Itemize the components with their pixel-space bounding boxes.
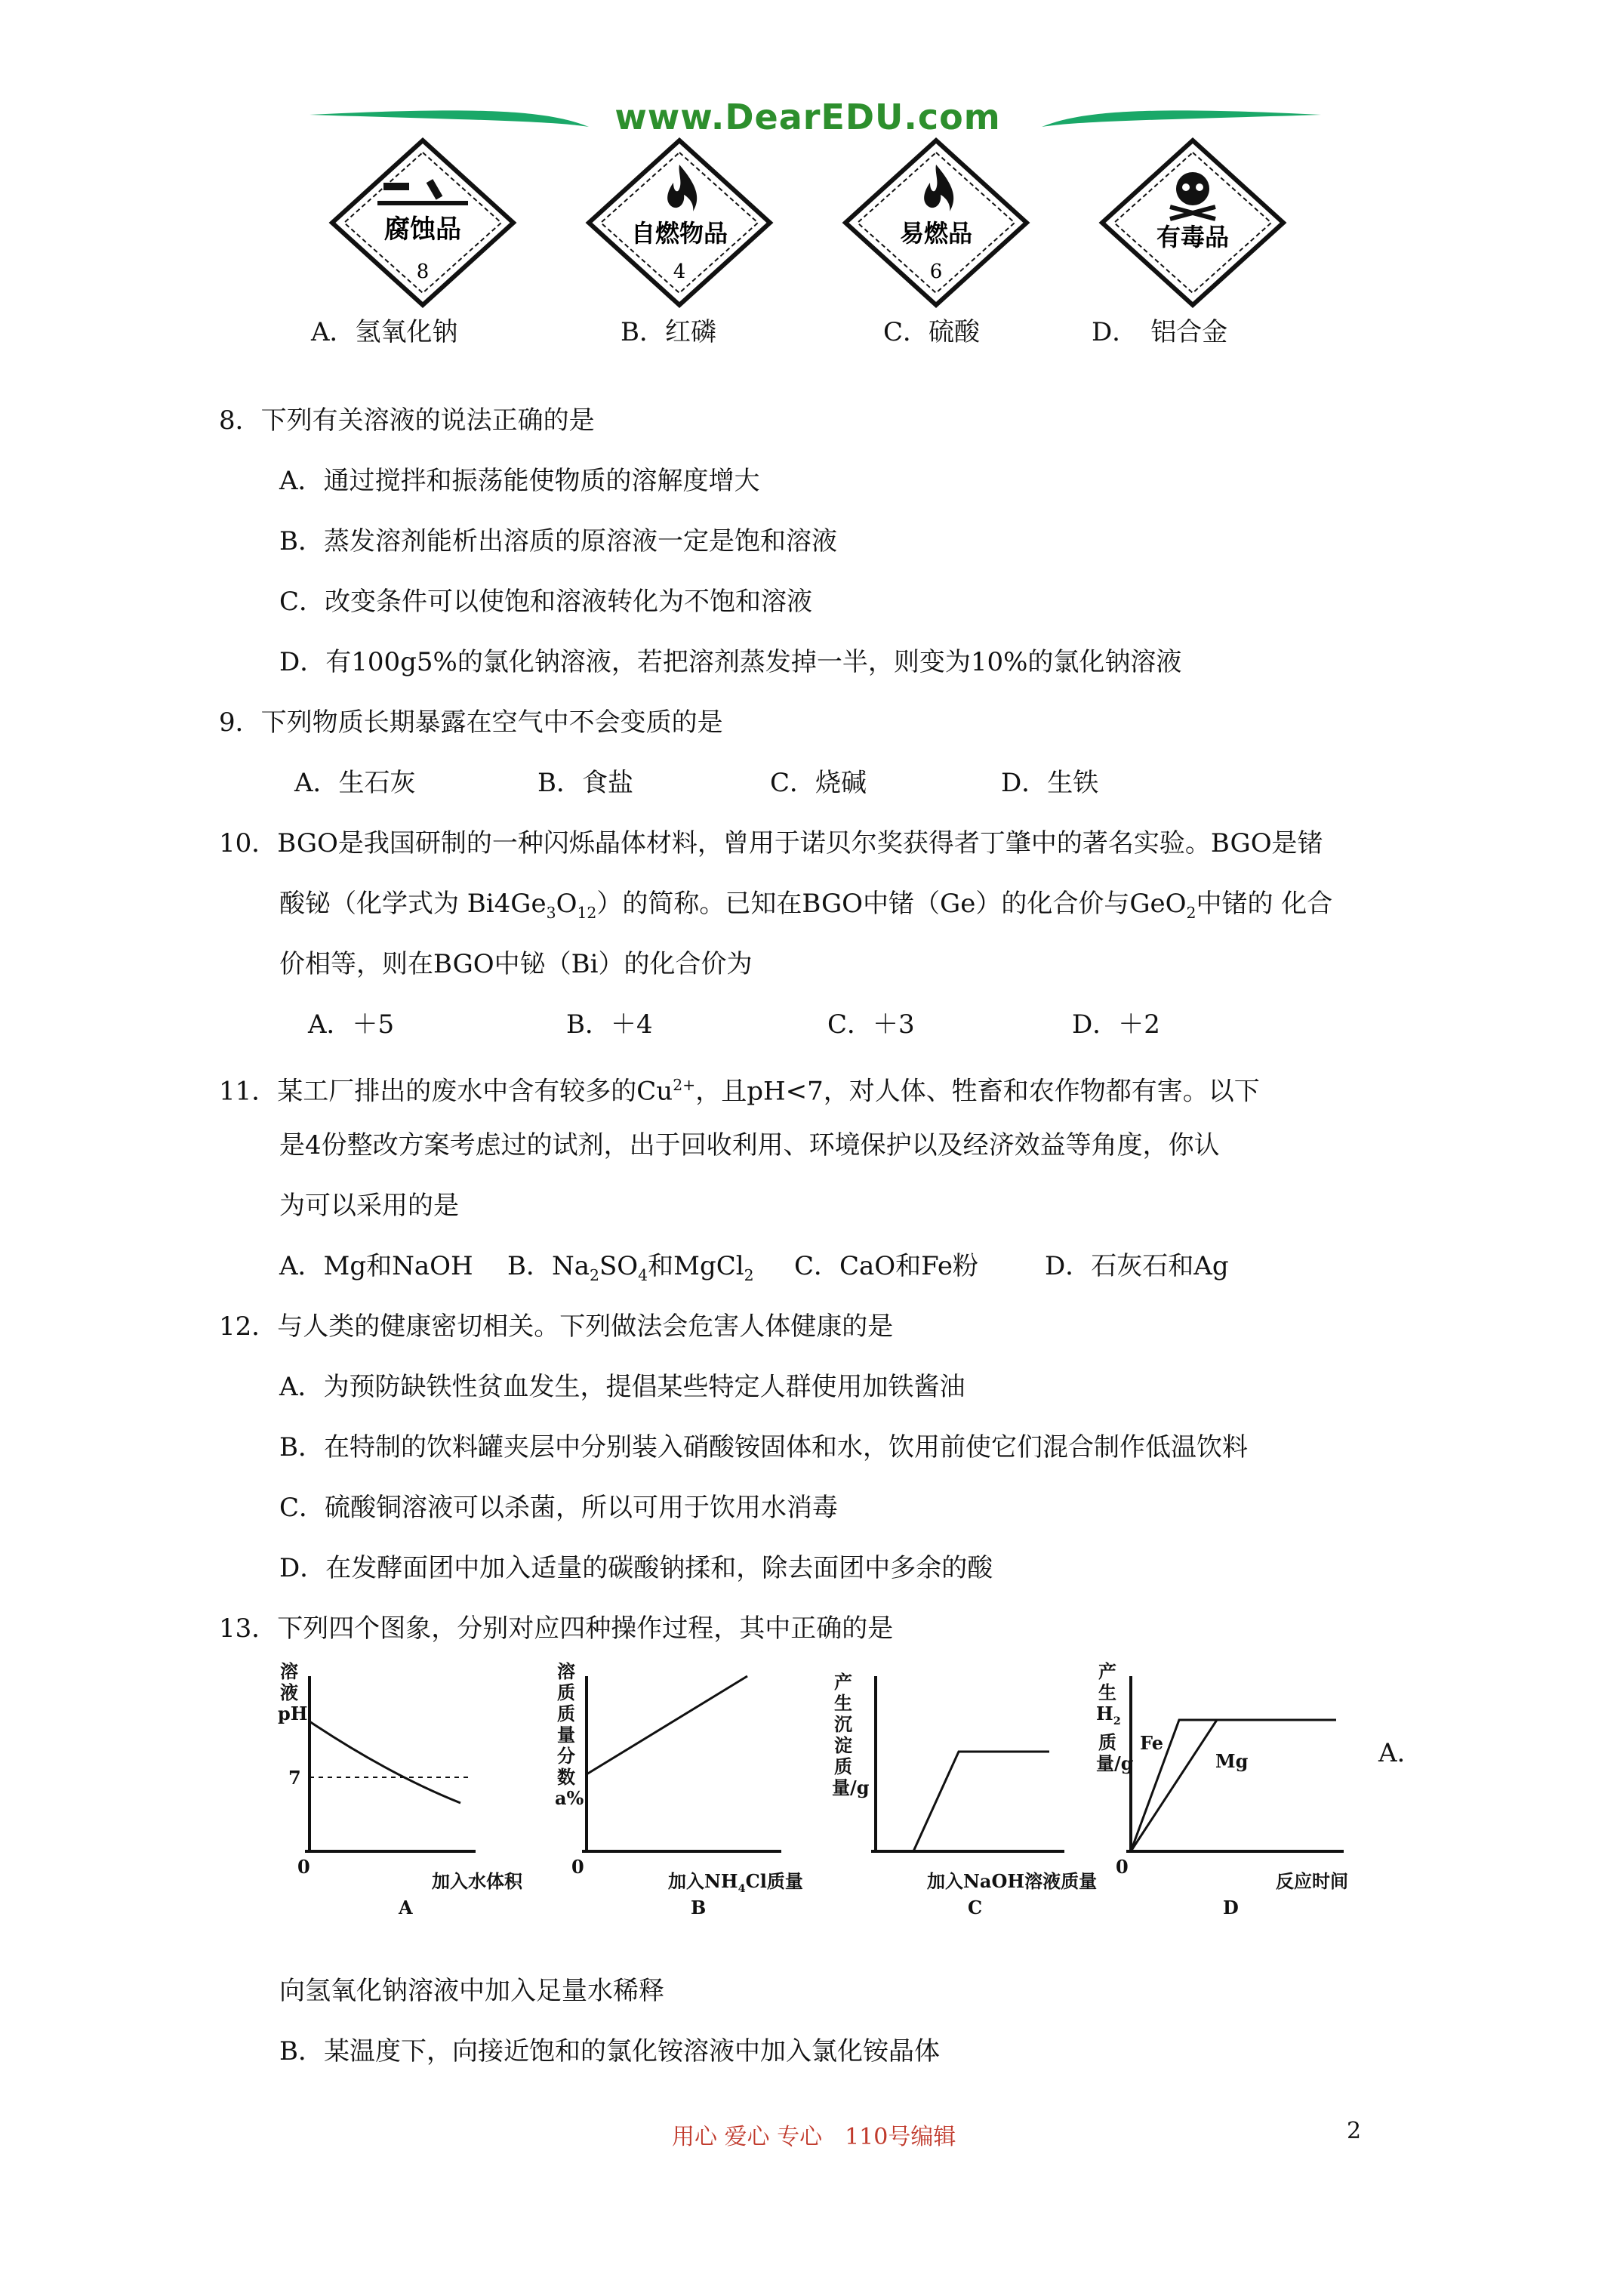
graph-c	[830, 1661, 1098, 1925]
q8-option-b: B．蒸发溶剂能析出溶质的原溶液一定是饱和溶液	[279, 526, 837, 556]
graph-b-xlabel: 加入$NH_4Cl$质量	[668, 1870, 803, 1895]
q10-option-b: B．＋4	[566, 1009, 653, 1040]
q13-option-a-tail: 向氢氧化钠溶液中加入足量水稀释	[279, 1976, 664, 2006]
hazard-sign-corrosive	[325, 136, 521, 310]
q10-line-2: 酸铋（化学式为 $Bi4Ge_3O_{12}$）的简称。已知在BGO中锗（Ge）的化合价与GeO$_2$中锗的 化合	[279, 889, 1333, 922]
graph-d-origin: 0	[1116, 1856, 1129, 1878]
q10-line-3: 价相等，则在BGO中铋（Bi）的化合价为	[279, 949, 753, 979]
graph-a	[272, 1660, 522, 1925]
q13-stem: 13．下列四个图象，分别对应四种操作过程，其中正确的是	[219, 1613, 894, 1644]
q11-option-b: B．$Na_2SO_4$和MgCl$_2$	[507, 1251, 754, 1284]
graph-c-caption: C	[968, 1897, 983, 1918]
hazard-sign-spontaneous	[581, 136, 778, 310]
q12-option-c: C．硫酸铜溶液可以杀菌，所以可用于饮用水消毒	[279, 1493, 839, 1523]
page-number: 2	[1347, 2118, 1362, 2144]
q9-option-d: D．生铁	[1001, 768, 1099, 798]
graph-d	[1095, 1661, 1359, 1925]
hazard-sign-flammable	[838, 136, 1034, 310]
q11-option-d: D．石灰石和Ag	[1045, 1251, 1229, 1281]
q8-option-c: C．改变条件可以使饱和溶液转化为不饱和溶液	[279, 587, 813, 617]
q13-side-label: A.	[1378, 1738, 1406, 1768]
q10-line-1: 10．BGO是我国研制的一种闪烁晶体材料，曾用于诺贝尔奖获得者丁肇中的著名实验。BGO是锗	[219, 828, 1323, 858]
q10-option-d: D．＋2	[1072, 1009, 1160, 1040]
graph-a-ylabel: 溶液pH	[278, 1660, 308, 1724]
graph-a-origin: 0	[297, 1856, 310, 1878]
q9-option-c: C．烧碱	[770, 768, 867, 798]
q13-option-b: B．某温度下，向接近饱和的氯化铵溶液中加入氯化铵晶体	[279, 2036, 940, 2066]
graph-d-series-fe: Fe	[1140, 1732, 1163, 1754]
graph-b	[555, 1661, 804, 1925]
graph-c-ylabel: 产生沉淀质量/g	[832, 1671, 870, 1798]
q11-option-c: C．CaO和Fe粉	[794, 1251, 979, 1281]
hazard-sign-label: 有毒品	[1156, 223, 1230, 251]
q8-option-a: A．通过搅拌和振荡能使物质的溶解度增大	[279, 466, 760, 496]
q12-option-d: D．在发酵面团中加入适量的碳酸钠揉和，除去面团中多余的酸	[279, 1553, 993, 1583]
graph-d-xlabel: 反应时间	[1276, 1870, 1348, 1892]
graph-b-caption: B	[691, 1897, 707, 1918]
q9-stem: 9．下列物质长期暴露在空气中不会变质的是	[219, 707, 723, 738]
graph-d-ylabel: 产生$H_2$质量/g	[1096, 1660, 1134, 1774]
hazard-sign-label: 腐蚀品	[384, 214, 461, 245]
q8-stem: 8．下列有关溶液的说法正确的是	[219, 405, 595, 436]
q12-option-a: A．为预防缺铁性贫血发生，提倡某些特定人群使用加铁酱油	[279, 1372, 965, 1402]
q7-option-d: D． 铝合金	[1092, 317, 1228, 347]
graph-d-series-mg: Mg	[1215, 1750, 1249, 1772]
graph-b-ylabel: 溶质质量分数a%	[555, 1660, 584, 1809]
hazard-sign-label: 易燃品	[899, 219, 973, 248]
q11-option-a: A．Mg和NaOH	[279, 1251, 473, 1281]
graph-b-origin: 0	[571, 1856, 584, 1878]
q12-option-b: B．在特制的饮料罐夹层中分别装入硝酸铵固体和水，饮用前使它们混合制作低温饮料	[279, 1432, 1248, 1462]
q9-option-b: B．食盐	[537, 768, 633, 798]
q9-option-a: A．生石灰	[294, 768, 416, 798]
graph-a-ytick: 7	[288, 1767, 301, 1789]
q7-option-b: B．红磷	[621, 317, 716, 347]
hazard-sign-number: 4	[673, 260, 686, 283]
q11-line-2: 是4份整改方案考虑过的试剂，出于回收利用、环境保护以及经济效益等角度，你认	[279, 1130, 1220, 1160]
brand-logo-text: www.DearEDU.com	[614, 97, 1001, 137]
q11-line-1: 11．某工厂排出的废水中含有较多的$Cu^{2+}$，且pH<7，对人体、牲畜和农作物都有害。以下	[219, 1076, 1260, 1107]
q7-option-a: A．氢氧化钠	[311, 317, 458, 347]
hazard-sign-label: 自燃物品	[630, 219, 728, 248]
graph-a-caption: A	[399, 1897, 413, 1918]
q12-stem: 12．与人类的健康密切相关。下列做法会危害人体健康的是	[219, 1311, 894, 1342]
q10-option-a: A．＋5	[308, 1009, 395, 1040]
q11-line-3: 为可以采用的是	[279, 1191, 459, 1221]
hazard-sign-toxic	[1095, 136, 1291, 310]
graph-c-xlabel: 加入NaOH溶液质量	[927, 1870, 1098, 1892]
graph-a-xlabel: 加入水体积	[432, 1870, 522, 1892]
graph-d-caption: D	[1223, 1897, 1239, 1918]
footer-note: 用心 爱心 专心 110号编辑	[672, 2124, 956, 2150]
q8-option-d: D．有100g5%的氯化钠溶液，若把溶剂蒸发掉一半，则变为10%的氯化钠溶液	[279, 647, 1182, 677]
q10-option-c: C．＋3	[827, 1009, 915, 1040]
q7-option-c: C．硫酸	[883, 317, 981, 347]
hazard-sign-number: 8	[416, 260, 430, 283]
hazard-sign-number: 6	[929, 260, 943, 283]
